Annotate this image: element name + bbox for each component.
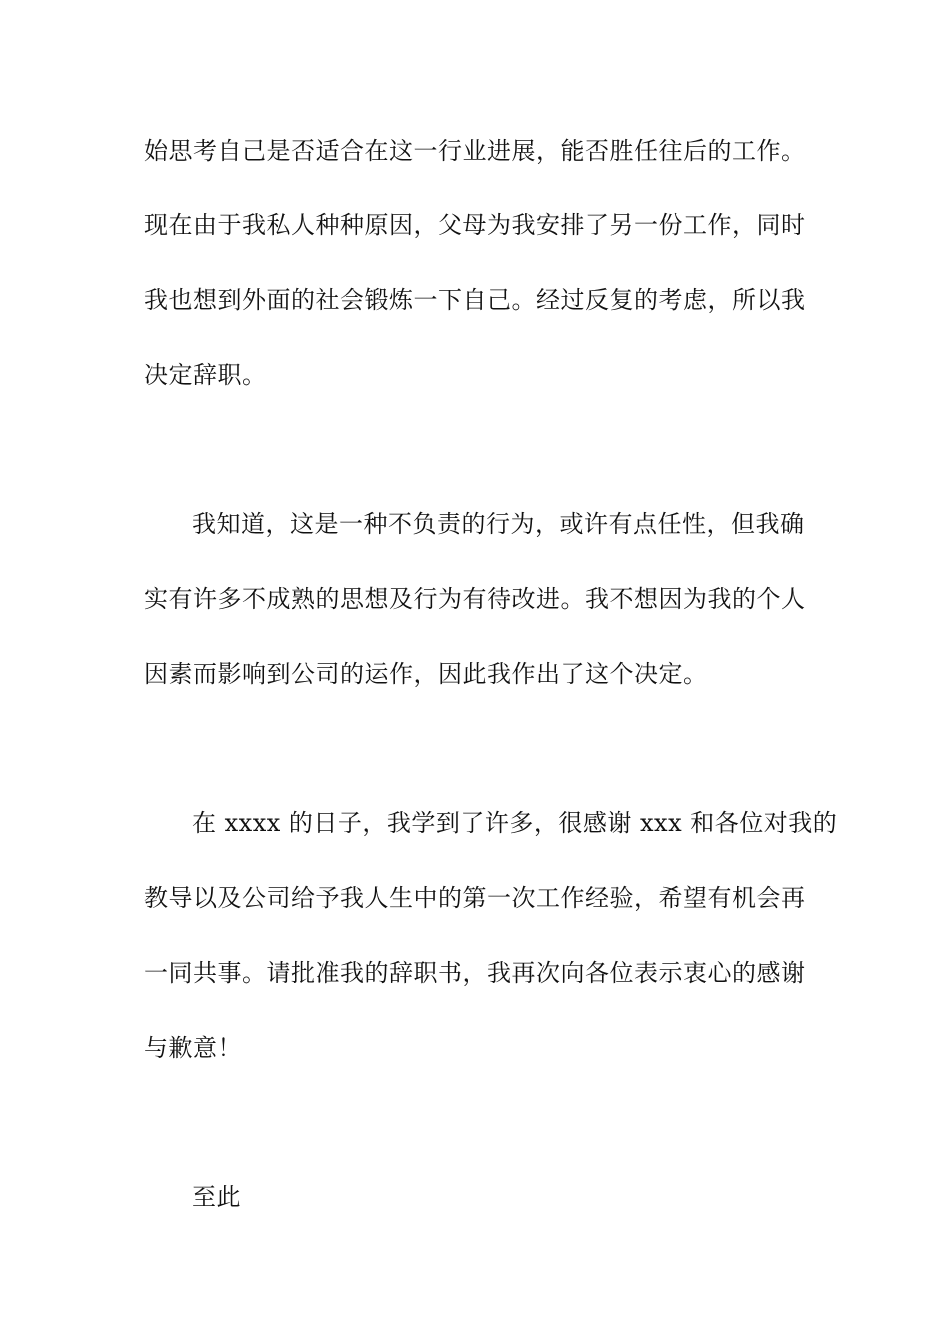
paragraph-2-line-3: 因素而影响到公司的运作，因此我作出了这个决定。 [144,660,708,688]
paragraph-2-line-1: 我知道，这是一种不负责的行为，或许有点任性，但我确 [192,510,805,538]
paragraph-1-line-4: 决定辞职。 [144,361,267,389]
paragraph-3-line-4: 与歉意！ [144,1034,242,1062]
paragraph-3-line-3: 一同共事。请批准我的辞职书，我再次向各位表示衷心的感谢 [144,959,806,987]
paragraph-1-line-2: 现在由于我私人种种原因，父母为我安排了另一份工作，同时 [144,211,806,239]
paragraph-2-line-2: 实有许多不成熟的思想及行为有待改进。我不想因为我的个人 [144,585,806,613]
paragraph-1-line-1: 始思考自己是否适合在这一行业进展，能否胜任往后的工作。 [144,137,806,165]
paragraph-3-line-2: 教导以及公司给予我人生中的第一次工作经验，希望有机会再 [144,884,806,912]
paragraph-4-line-1: 至此 [192,1183,241,1211]
paragraph-3-line-1: 在 xxxx 的日子，我学到了许多，很感谢 xxx 和各位对我的 [192,809,838,837]
paragraph-1-line-3: 我也想到外面的社会锻炼一下自己。经过反复的考虑，所以我 [144,286,806,314]
